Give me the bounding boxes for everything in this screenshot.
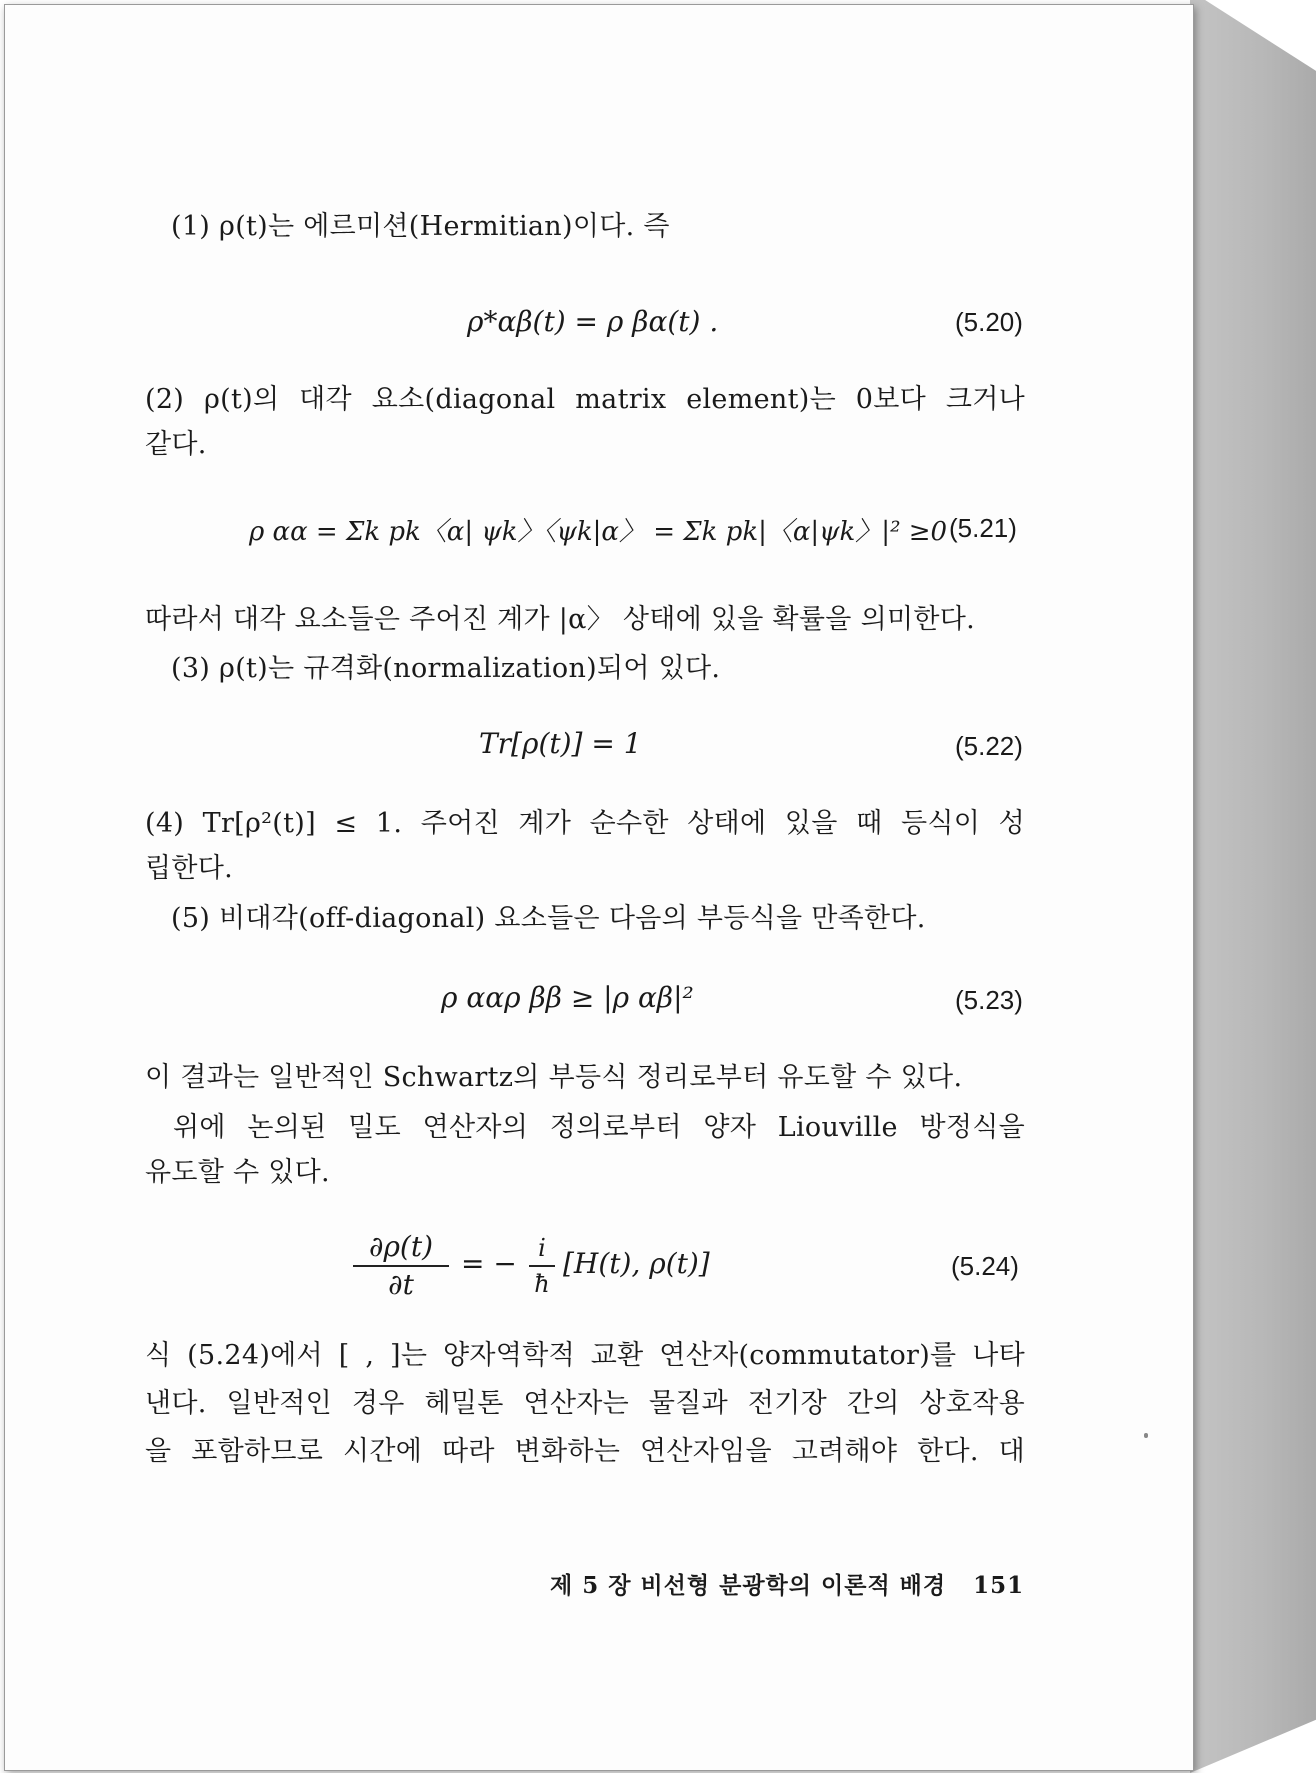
footer-page-number: 151 — [973, 1572, 1025, 1599]
page-speck — [1144, 1433, 1148, 1438]
liouville-paragraph-line2: 유도할 수 있다. — [145, 1157, 330, 1188]
final-paragraph-line2: 낸다. 일반적인 경우 헤밀톤 연산자는 물질과 전기장 간의 상호작용 — [145, 1388, 1025, 1419]
footer-chapter-title: 제 5 장 비선형 분광학의 이론적 배경 — [550, 1572, 947, 1599]
eq24-i-over-hbar — [529, 1231, 555, 1301]
equation-5-21: ρ αα = Σk pk〈α| ψk〉〈ψk|α〉 = Σk pk|〈α|ψk〉|² ≥0 — [249, 517, 948, 547]
eq-number-5-24: (5.24) — [951, 1251, 1019, 1281]
item2-line2: 같다. — [145, 429, 207, 460]
final-paragraph-line3: 을 포함하므로 시간에 따라 변화하는 연산자임을 고려해야 한다. 대 — [145, 1436, 1025, 1467]
equation-5-24 — [353, 1229, 773, 1313]
eq-number-5-22: (5.22) — [955, 731, 1023, 761]
item2-line1: (2) ρ(t)의 대각 요소(diagonal matrix element)는 0보다 크거나 — [145, 384, 1025, 415]
eq24-lhs-fraction — [353, 1229, 449, 1303]
book-side-edge — [1190, 0, 1316, 1773]
eq24-lhs-numerator: ∂ρ(t) — [353, 1229, 449, 1267]
eq24-lhs-denominator: ∂t — [388, 1268, 414, 1301]
equation-5-20: ρ*αβ(t) = ρ βα(t) . — [467, 305, 719, 338]
equation-5-23: ρ ααρ ββ ≥ |ρ αβ|² — [441, 981, 694, 1014]
running-footer — [550, 1567, 1024, 1600]
item4-line2: 립한다. — [145, 853, 234, 884]
eq-number-5-21: (5.21) — [949, 513, 1017, 543]
eq24-equals-minus: = − — [461, 1247, 517, 1280]
equation-5-22: Tr[ρ(t)] = 1 — [479, 727, 642, 760]
eq-number-5-23: (5.23) — [955, 985, 1023, 1015]
schwartz-paragraph: 이 결과는 일반적인 Schwartz의 부등식 정리로부터 유도할 수 있다. — [145, 1062, 963, 1093]
item2-after-text: 따라서 대각 요소들은 주어진 계가 |α〉 상태에 있을 확률을 의미한다. — [145, 604, 975, 635]
eq24-frac-numerator: i — [529, 1231, 555, 1267]
item3-text: (3) ρ(t)는 규격화(normalization)되어 있다. — [171, 653, 721, 684]
book-page — [4, 4, 1194, 1771]
liouville-paragraph-line1: 위에 논의된 밀도 연산자의 정의로부터 양자 Liouville 방정식을 — [173, 1112, 1025, 1143]
item1-text: (1) ρ(t)는 에르미션(Hermitian)이다. 즉 — [171, 211, 670, 242]
eq24-commutator: [H(t), ρ(t)] — [563, 1247, 710, 1280]
item5-text: (5) 비대각(off-diagonal) 요소들은 다음의 부등식을 만족한다. — [171, 903, 926, 934]
item4-line1: (4) Tr[ρ²(t)] ≤ 1. 주어진 계가 순수한 상태에 있을 때 등식이 성 — [145, 808, 1025, 839]
final-paragraph-line1: 식 (5.24)에서 [ , ]는 양자역학적 교환 연산자(commutator)를 나타 — [145, 1340, 1025, 1371]
eq24-frac-denominator: ħ — [534, 1270, 550, 1298]
eq-number-5-20: (5.20) — [955, 307, 1023, 337]
